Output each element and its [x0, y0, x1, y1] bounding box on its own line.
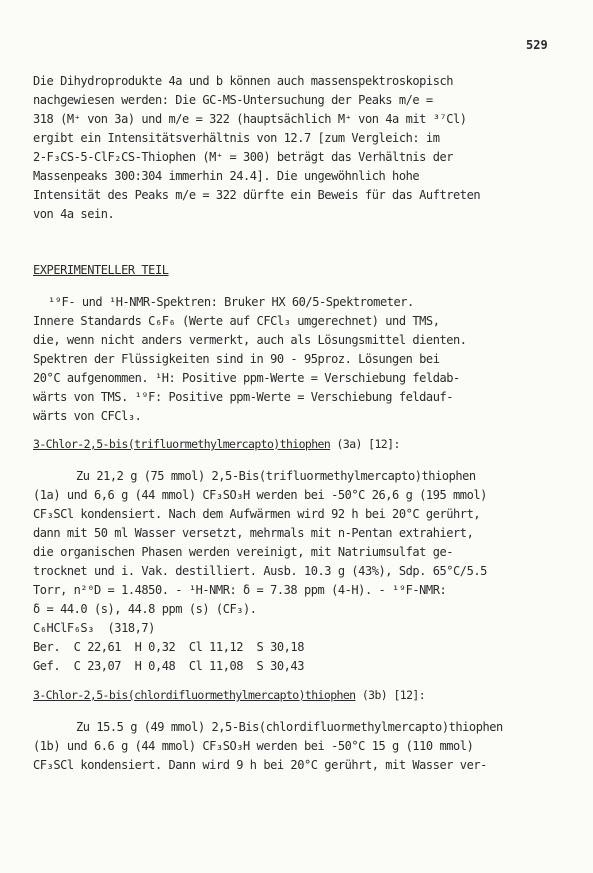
text-line: δ = 44.0 (s), 44.8 ppm (s) (CF₃). — [33, 602, 257, 616]
text-line: Spektren der Flüssigkeiten sind in 90 - 95proz. Lösungen bei — [33, 352, 440, 366]
page-number: 529 — [526, 38, 548, 52]
text-line: ¹⁹F- und ¹H-NMR-Spektren: Bruker HX 60/5-Spektrometer. — [48, 295, 414, 309]
text-line: Zu 15.5 g (49 mmol) 2,5-Bis(chlordifluormethylmercapto)thiophen — [76, 720, 503, 734]
text-line: von 4a sein. — [33, 207, 115, 221]
compound-b-title: 3-Chlor-2,5-bis(chlordifluormethylmercapto)thiophen — [33, 688, 356, 702]
analysis-calculated: Ber. C 22,61 H 0,32 Cl 11,12 S 30,18 — [33, 640, 304, 654]
text-line: ergibt ein Intensitätsverhältnis von 12.7 [zum Vergleich: im — [33, 131, 440, 145]
text-line: Torr, n²⁰D = 1.4850. - ¹H-NMR: δ = 7.38 ppm (4-H). - ¹⁹F-NMR: — [33, 583, 447, 597]
text-line: 20°C aufgenommen. ¹H: Positive ppm-Werte = Verschiebung feldab- — [33, 371, 460, 385]
analysis-found: Gef. C 23,07 H 0,48 Cl 11,08 S 30,43 — [33, 659, 304, 673]
compound-b-heading — [33, 688, 425, 702]
compound-a-heading — [33, 437, 400, 451]
text-line: nachgewiesen werden: Die GC-MS-Untersuchung der Peaks m/e = — [33, 93, 433, 107]
text-line: 318 (M⁺ von 3a) und m/e = 322 (hauptsächlich M⁺ von 4a mit ³⁷Cl) — [33, 112, 467, 126]
compound-a-title-suffix: (3a) [12]: — [330, 437, 400, 451]
compound-a-title: 3-Chlor-2,5-bis(trifluormethylmercapto)thiophen — [33, 437, 331, 451]
text-line: die, wenn nicht anders vermerkt, auch als Lösungsmittel dienten. — [33, 333, 467, 347]
text-line: trocknet und i. Vak. destilliert. Ausb. 10.3 g (43%), Sdp. 65°C/5.5 — [33, 564, 487, 578]
text-line: die organischen Phasen werden vereinigt, mit Natriumsulfat ge- — [33, 545, 454, 559]
text-line: (1b) und 6.6 g (44 mmol) CF₃SO₃H werden bei -50°C 15 g (110 mmol) — [33, 739, 474, 753]
text-line: (1a) und 6,6 g (44 mmol) CF₃SO₃H werden bei -50°C 26,6 g (195 mmol) — [33, 488, 487, 502]
compound-b-title-suffix: (3b) [12]: — [355, 688, 426, 702]
text-line: Zu 21,2 g (75 mmol) 2,5-Bis(trifluormethylmercapto)thiophen — [76, 469, 476, 483]
text-line: dann mit 50 ml Wasser versetzt, mehrmals mit n-Pentan extrahiert, — [33, 526, 474, 540]
text-line: CF₃SCl kondensiert. Dann wird 9 h bei 20°C gerührt, mit Wasser ver- — [33, 758, 487, 772]
text-line: wärts von CFCl₃. — [33, 409, 142, 423]
text-line: Die Dihydroprodukte 4a und b können auch massenspektroskopisch — [33, 74, 454, 88]
text-line: Intensität des Peaks m/e = 322 dürfte ein Beweis für das Auftreten — [33, 188, 481, 202]
text-line: Massenpeaks 300:304 immerhin 24.4]. Die ungewöhnlich hohe — [33, 169, 420, 183]
section-title: EXPERIMENTELLER TEIL — [33, 263, 169, 277]
formula-line: C₆HClF₆S₃ (318,7) — [33, 621, 155, 635]
text-line: 2-F₃CS-5-ClF₂CS-Thiophen (M⁺ = 300) beträgt das Verhältnis der — [33, 150, 454, 164]
text-line: wärts von TMS. ¹⁹F: Positive ppm-Werte = Verschiebung feldauf- — [33, 390, 454, 404]
text-line: Innere Standards C₆F₆ (Werte auf CFCl₃ umgerechnet) und TMS, — [33, 314, 440, 328]
text-line: CF₃SCl kondensiert. Nach dem Aufwärmen wird 92 h bei 20°C gerührt, — [33, 507, 481, 521]
